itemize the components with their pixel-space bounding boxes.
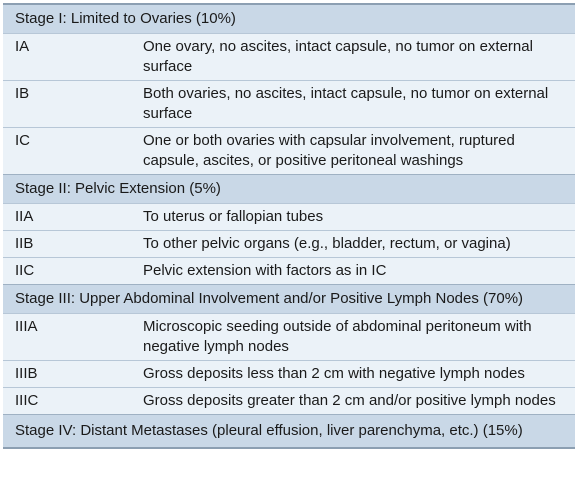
stage-description: Both ovaries, no ascites, intact capsule, no tumor on external surface	[143, 85, 549, 122]
stage-code: IC	[15, 132, 30, 149]
stage-code: IB	[15, 85, 30, 102]
stage-description: One or both ovaries with capsular involvement, ruptured capsule, ascites, or positive peritoneal washings	[143, 132, 515, 169]
stage-code: IIA	[15, 208, 34, 225]
stage-description: Gross deposits less than 2 cm with negative lymph nodes	[143, 365, 525, 382]
stage-code: IIB	[15, 235, 34, 252]
table-row-iiic	[3, 387, 575, 414]
stage-description: Gross deposits greater than 2 cm and/or positive lymph nodes	[143, 392, 556, 409]
stage-iv-section	[3, 414, 575, 447]
table-row-ic	[3, 127, 575, 174]
stage-code: IIIC	[15, 392, 39, 409]
table-row-iia	[3, 203, 575, 230]
stage-iii-header: Stage III: Upper Abdominal Involvement and/or Positive Lymph Nodes (70%)	[3, 285, 575, 313]
stage-code: IIC	[15, 262, 35, 279]
stage-description: To uterus or fallopian tubes	[143, 208, 324, 225]
ovarian-cancer-staging-table	[3, 3, 575, 449]
stage-description: One ovary, no ascites, intact capsule, no tumor on external surface	[143, 38, 533, 75]
table-row-iic	[3, 257, 575, 284]
table-row-iiia	[3, 313, 575, 360]
stage-ii-section	[3, 174, 575, 284]
stage-iv-header: Stage IV: Distant Metastases (pleural effusion, liver parenchyma, etc.) (15%)	[3, 415, 575, 447]
stage-i-section	[3, 5, 575, 174]
table-row-iib	[3, 230, 575, 257]
stage-code: IIIA	[15, 318, 38, 335]
stage-i-header: Stage I: Limited to Ovaries (10%)	[3, 5, 575, 33]
stage-ii-header: Stage II: Pelvic Extension (5%)	[3, 175, 575, 203]
stage-description: To other pelvic organs (e.g., bladder, rectum, or vagina)	[143, 235, 511, 252]
table-row-iiib	[3, 360, 575, 387]
stage-code: IA	[15, 38, 30, 55]
stage-code: IIIB	[15, 365, 38, 382]
stage-description: Microscopic seeding outside of abdominal peritoneum with negative lymph nodes	[143, 318, 532, 355]
table-row-ia	[3, 33, 575, 80]
stage-iii-section	[3, 284, 575, 414]
table-row-ib	[3, 80, 575, 127]
stage-description: Pelvic extension with factors as in IC	[143, 262, 387, 279]
